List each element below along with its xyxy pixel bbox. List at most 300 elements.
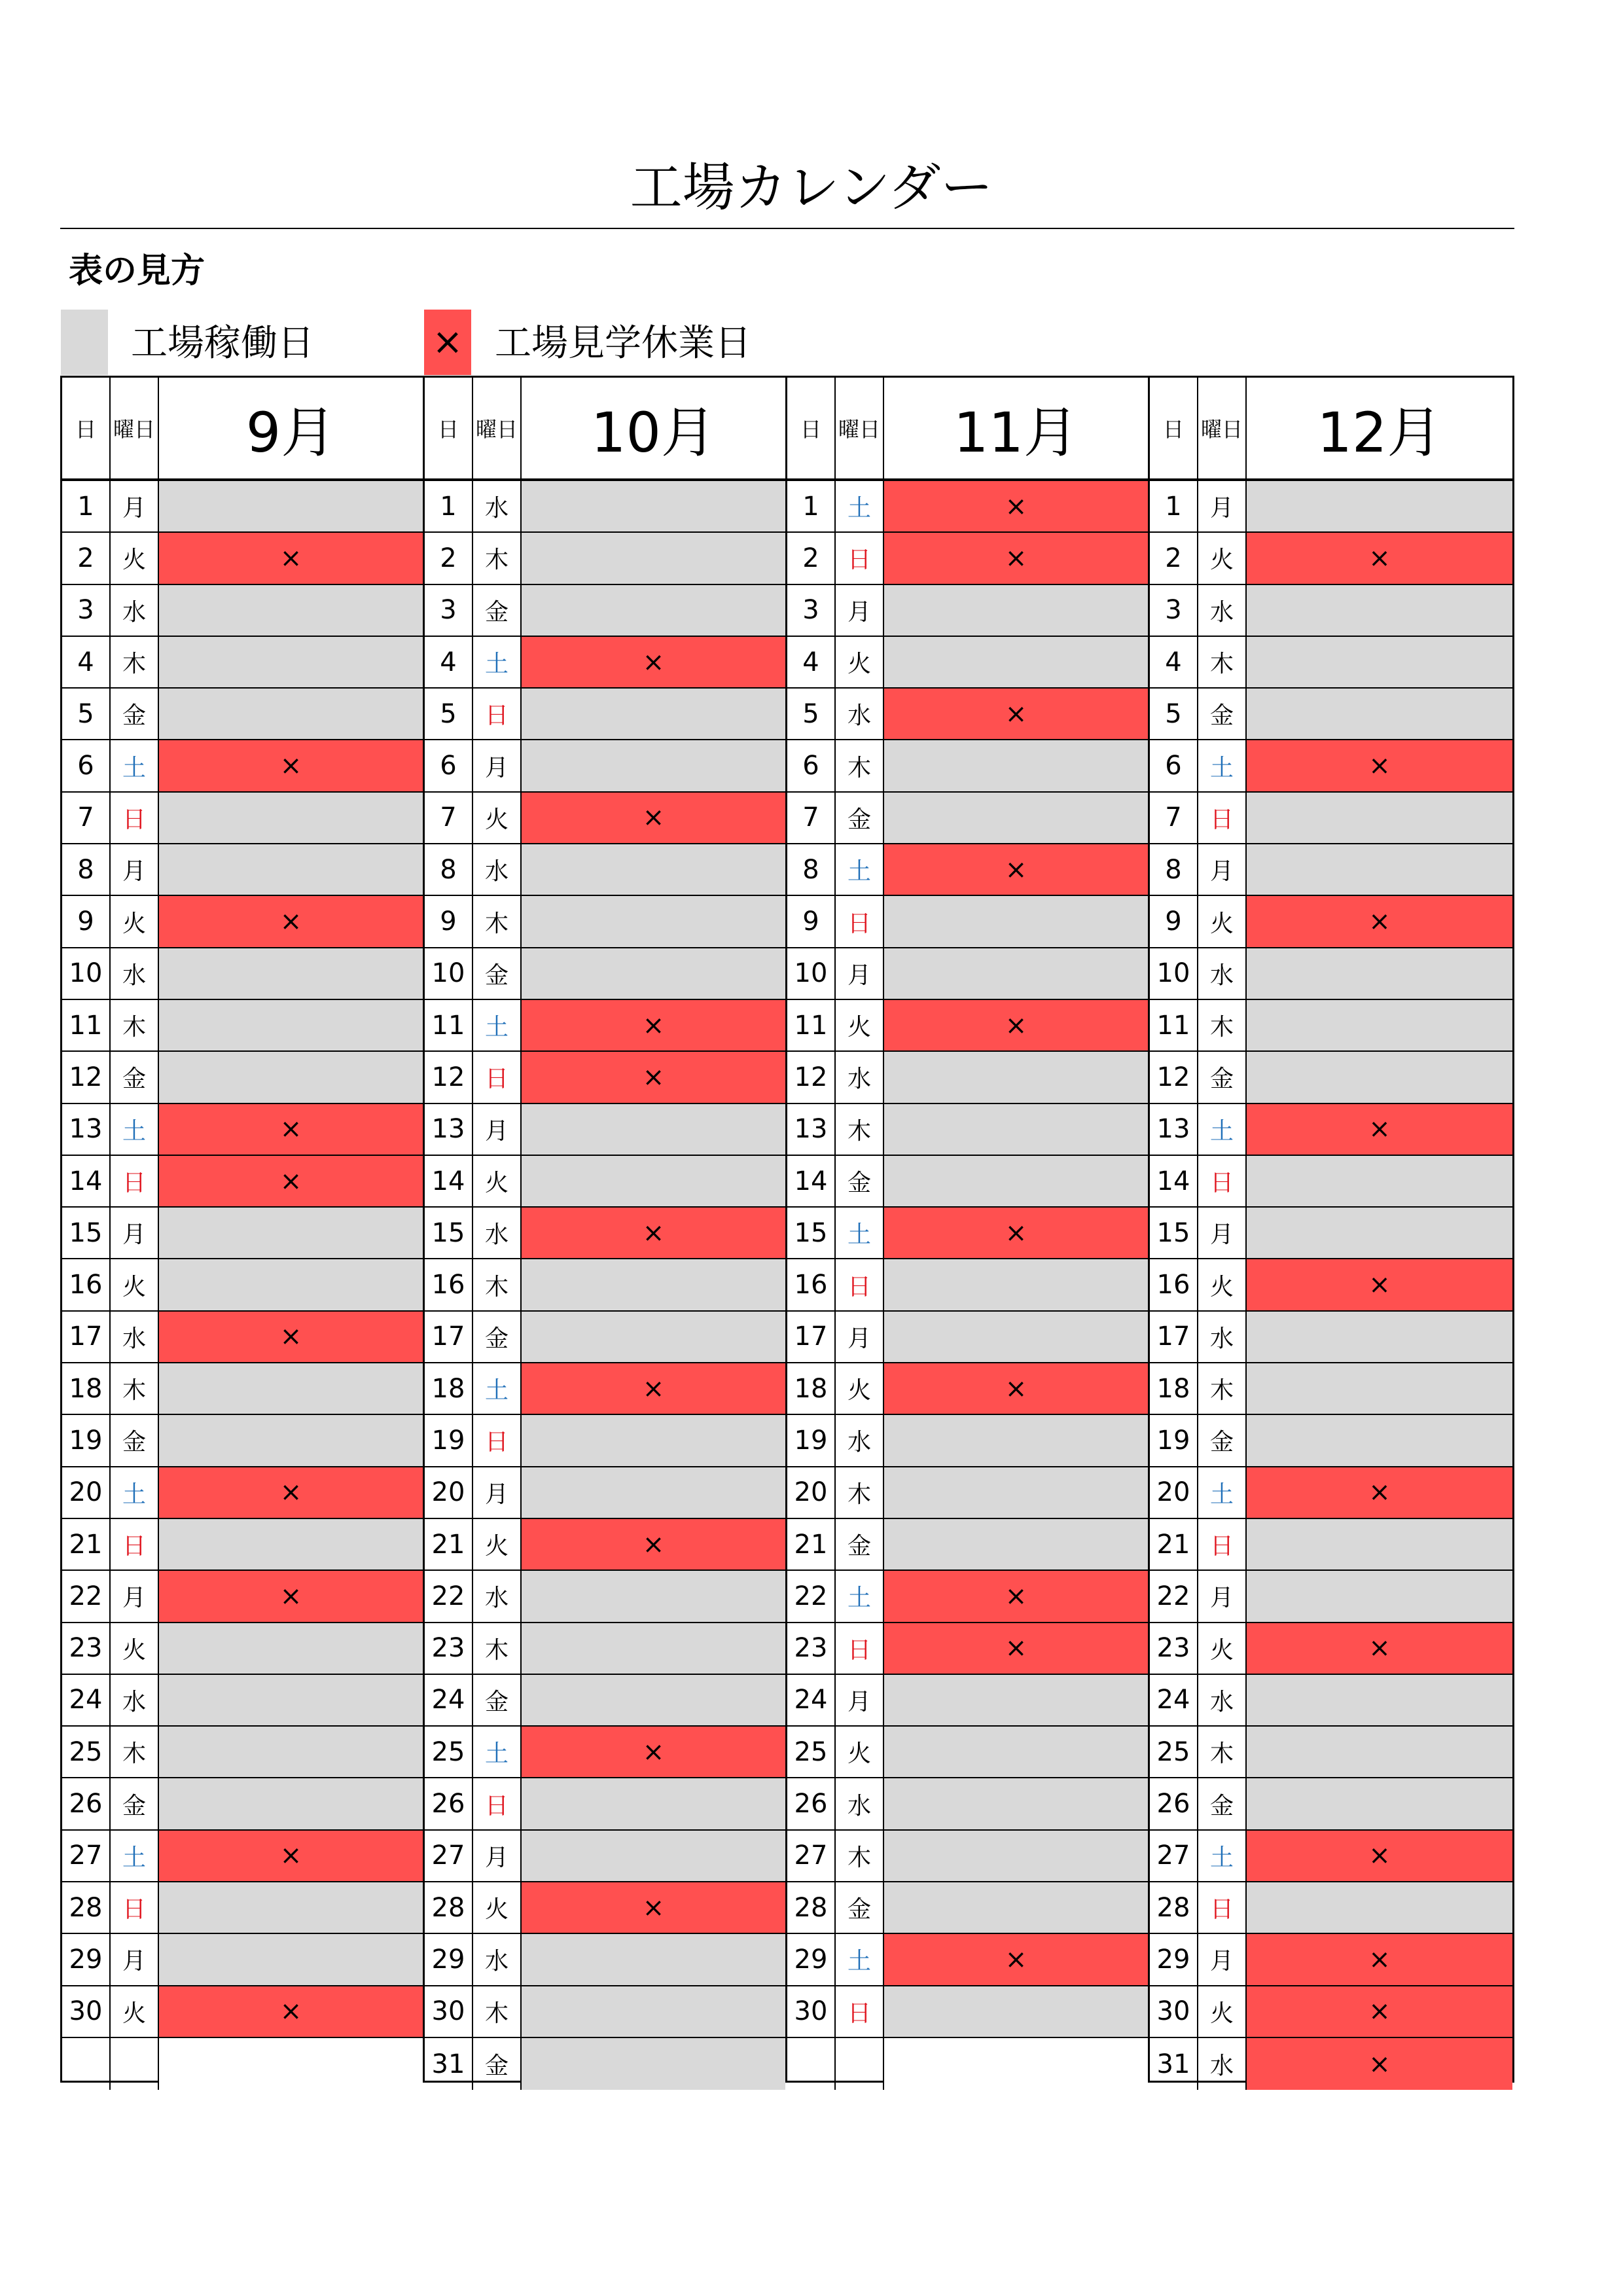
working-day-cell xyxy=(1247,1208,1512,1258)
day-row xyxy=(787,1519,1148,1571)
day-number xyxy=(787,2038,836,2090)
working-day-cell xyxy=(159,1727,423,1777)
weekday: 金 xyxy=(836,1519,884,1570)
day-number: 25 xyxy=(62,1727,111,1777)
day-number: 6 xyxy=(62,740,111,791)
closed-day-cell: × xyxy=(884,533,1148,583)
working-day-cell xyxy=(159,637,423,687)
weekday: 土 xyxy=(1198,740,1247,791)
day-row xyxy=(62,1519,423,1571)
day-number: 23 xyxy=(787,1623,836,1674)
working-day-cell xyxy=(1247,1571,1512,1621)
working-day-cell xyxy=(522,689,785,739)
day-row xyxy=(787,1882,1148,1934)
day-number: 27 xyxy=(62,1831,111,1881)
closed-day-cell: × xyxy=(159,1831,423,1881)
weekday: 金 xyxy=(473,948,522,999)
day-row xyxy=(787,1986,1148,2038)
day-row xyxy=(62,1571,423,1623)
day-row xyxy=(1150,1831,1512,1882)
weekday: 日 xyxy=(836,1259,884,1310)
day-number: 29 xyxy=(787,1934,836,1984)
weekday: 木 xyxy=(473,1259,522,1310)
month-label: 10月 xyxy=(591,400,716,465)
day-row xyxy=(1150,1519,1512,1571)
day-number: 20 xyxy=(425,1467,473,1518)
day-number: 9 xyxy=(787,896,836,946)
day-number: 14 xyxy=(787,1156,836,1206)
day-row xyxy=(787,1778,1148,1830)
weekday: 金 xyxy=(111,1415,159,1465)
day-row xyxy=(787,844,1148,896)
working-day-cell xyxy=(884,896,1148,946)
closed-day-cell: × xyxy=(1247,1467,1512,1518)
day-number: 16 xyxy=(787,1259,836,1310)
day-row xyxy=(1150,1000,1512,1052)
closed-day-cell: × xyxy=(884,1208,1148,1258)
day-row xyxy=(787,1467,1148,1519)
closed-day-cell: × xyxy=(522,1000,785,1050)
weekday: 水 xyxy=(836,689,884,739)
day-number: 21 xyxy=(787,1519,836,1570)
day-row xyxy=(62,1778,423,1830)
working-day-cell xyxy=(159,1623,423,1674)
weekday: 土 xyxy=(111,1831,159,1881)
working-day-cell xyxy=(522,2038,785,2090)
day-number: 21 xyxy=(1150,1519,1198,1570)
weekday: 金 xyxy=(473,2038,522,2090)
closed-day-cell: × xyxy=(1247,1831,1512,1881)
month-header-row xyxy=(62,378,423,481)
day-number: 12 xyxy=(1150,1052,1198,1102)
calendar-table xyxy=(60,376,1514,2083)
working-day-cell xyxy=(522,533,785,583)
day-row xyxy=(425,1882,785,1934)
weekday: 水 xyxy=(111,585,159,636)
day-number: 20 xyxy=(787,1467,836,1518)
day-number: 14 xyxy=(425,1156,473,1206)
working-day-cell xyxy=(1247,1415,1512,1465)
weekday: 土 xyxy=(473,637,522,687)
working-day-cell xyxy=(522,1571,785,1621)
working-day-cell xyxy=(1247,1052,1512,1102)
weekday: 火 xyxy=(111,1986,159,2037)
weekday: 火 xyxy=(1198,1259,1247,1310)
weekday: 木 xyxy=(473,1986,522,2037)
working-day-cell xyxy=(522,1312,785,1362)
month-column xyxy=(787,378,1150,2081)
working-day-cell xyxy=(884,1675,1148,1725)
day-row xyxy=(787,481,1148,533)
weekday: 月 xyxy=(473,1104,522,1155)
day-number: 28 xyxy=(1150,1882,1198,1933)
day-row xyxy=(425,1675,785,1727)
weekday: 水 xyxy=(1198,2038,1247,2090)
day-number: 1 xyxy=(1150,481,1198,531)
day-row xyxy=(787,1934,1148,1986)
day-row xyxy=(425,1104,785,1156)
working-day-cell xyxy=(522,896,785,946)
weekday: 日 xyxy=(473,689,522,739)
day-row xyxy=(1150,1104,1512,1156)
day-number: 5 xyxy=(787,689,836,739)
weekday: 水 xyxy=(473,1934,522,1984)
working-day-cell xyxy=(522,1778,785,1829)
day-number: 8 xyxy=(425,844,473,895)
closed-day-cell: × xyxy=(884,1934,1148,1984)
working-day-cell xyxy=(522,844,785,895)
working-day-cell xyxy=(522,1259,785,1310)
month-column xyxy=(62,378,425,2081)
weekday: 金 xyxy=(473,585,522,636)
weekday: 月 xyxy=(836,948,884,999)
day-row xyxy=(62,585,423,637)
day-number: 11 xyxy=(62,1000,111,1050)
day-row xyxy=(787,1208,1148,1259)
weekday: 木 xyxy=(836,1467,884,1518)
weekday: 火 xyxy=(1198,1623,1247,1674)
working-day-cell xyxy=(1247,1675,1512,1725)
day-number: 3 xyxy=(787,585,836,636)
working-day-cell xyxy=(1247,689,1512,739)
weekday: 日 xyxy=(1198,793,1247,843)
weekday: 金 xyxy=(111,1052,159,1102)
day-number: 29 xyxy=(1150,1934,1198,1984)
working-day-cell xyxy=(884,793,1148,843)
working-day-cell xyxy=(1247,1363,1512,1414)
working-day-cell xyxy=(884,1156,1148,1206)
day-row xyxy=(1150,637,1512,689)
weekday: 木 xyxy=(836,1831,884,1881)
weekday-column-header: 曜日 xyxy=(111,378,159,478)
weekday: 火 xyxy=(1198,896,1247,946)
day-row xyxy=(62,2038,423,2090)
closed-day-cell: × xyxy=(1247,533,1512,583)
day-number: 13 xyxy=(1150,1104,1198,1155)
day-row xyxy=(787,948,1148,1000)
month-label: 9月 xyxy=(245,400,336,465)
weekday: 月 xyxy=(473,740,522,791)
weekday: 水 xyxy=(1198,1312,1247,1362)
day-number: 20 xyxy=(62,1467,111,1518)
day-row xyxy=(425,1571,785,1623)
working-day-cell xyxy=(1247,1882,1512,1933)
day-number: 29 xyxy=(425,1934,473,1984)
day-row xyxy=(425,1208,785,1259)
day-number: 7 xyxy=(425,793,473,843)
day-number: 15 xyxy=(425,1208,473,1258)
day-number: 26 xyxy=(425,1778,473,1829)
day-number: 1 xyxy=(425,481,473,531)
day-number: 15 xyxy=(787,1208,836,1258)
weekday: 月 xyxy=(111,1208,159,1258)
day-row xyxy=(1150,1363,1512,1415)
day-number: 30 xyxy=(425,1986,473,2037)
closed-day-cell: × xyxy=(159,533,423,583)
day-number: 4 xyxy=(425,637,473,687)
page-title: 工場カレンダー xyxy=(630,157,993,218)
day-number: 5 xyxy=(1150,689,1198,739)
day-row xyxy=(62,1415,423,1467)
day-row xyxy=(1150,1934,1512,1986)
working-day-cell xyxy=(522,585,785,636)
weekday: 金 xyxy=(836,1882,884,1933)
day-row xyxy=(1150,533,1512,584)
day-column-header: 日 xyxy=(787,378,836,478)
weekday: 金 xyxy=(473,1675,522,1725)
weekday: 土 xyxy=(836,1934,884,1984)
weekday: 日 xyxy=(473,1778,522,1829)
day-number: 24 xyxy=(787,1675,836,1725)
working-day-cell xyxy=(884,1986,1148,2037)
weekday: 火 xyxy=(473,1882,522,1933)
day-number: 17 xyxy=(425,1312,473,1362)
working-day-cell xyxy=(159,948,423,999)
day-row xyxy=(1150,1571,1512,1623)
day-row xyxy=(62,793,423,844)
closed-day-cell: × xyxy=(522,1363,785,1414)
working-day-cell xyxy=(159,481,423,531)
working-day-cell xyxy=(159,844,423,895)
day-row xyxy=(62,1208,423,1259)
day-number: 28 xyxy=(62,1882,111,1933)
day-number: 9 xyxy=(1150,896,1198,946)
closed-day-cell: × xyxy=(1247,1259,1512,1310)
day-number: 22 xyxy=(425,1571,473,1621)
weekday: 土 xyxy=(836,844,884,895)
weekday: 水 xyxy=(836,1415,884,1465)
day-row xyxy=(425,896,785,948)
day-number: 10 xyxy=(425,948,473,999)
working-day-cell xyxy=(159,1519,423,1570)
day-row xyxy=(1150,740,1512,792)
weekday: 木 xyxy=(111,1363,159,1414)
day-row xyxy=(1150,1259,1512,1311)
day-row xyxy=(1150,1882,1512,1934)
weekday: 日 xyxy=(1198,1882,1247,1933)
day-number: 31 xyxy=(1150,2038,1198,2090)
closed-day-cell: × xyxy=(522,1519,785,1570)
weekday: 金 xyxy=(1198,1778,1247,1829)
day-row xyxy=(425,1778,785,1830)
day-number: 25 xyxy=(425,1727,473,1777)
day-number: 7 xyxy=(1150,793,1198,843)
weekday: 木 xyxy=(111,1727,159,1777)
closed-day-cell: × xyxy=(159,740,423,791)
day-number: 16 xyxy=(1150,1259,1198,1310)
day-number: 4 xyxy=(62,637,111,687)
day-number: 22 xyxy=(787,1571,836,1621)
day-row xyxy=(787,1363,1148,1415)
weekday: 水 xyxy=(473,1208,522,1258)
working-day-cell xyxy=(884,585,1148,636)
day-number: 8 xyxy=(62,844,111,895)
closed-day-cell: × xyxy=(159,1571,423,1621)
closed-day-cell: × xyxy=(159,1156,423,1206)
day-number: 22 xyxy=(1150,1571,1198,1621)
day-number: 23 xyxy=(62,1623,111,1674)
weekday: 木 xyxy=(111,1000,159,1050)
legend-closed-day-swatch: × xyxy=(424,310,471,375)
day-number: 23 xyxy=(1150,1623,1198,1674)
working-day-cell xyxy=(1247,585,1512,636)
day-number: 14 xyxy=(1150,1156,1198,1206)
working-day-cell xyxy=(159,585,423,636)
weekday: 水 xyxy=(836,1778,884,1829)
weekday: 木 xyxy=(1198,1363,1247,1414)
day-number: 18 xyxy=(62,1363,111,1414)
working-day-cell xyxy=(159,1208,423,1258)
working-day-cell xyxy=(1247,637,1512,687)
weekday-column-header: 曜日 xyxy=(473,378,522,478)
weekday: 火 xyxy=(836,1727,884,1777)
day-number: 7 xyxy=(62,793,111,843)
day-row xyxy=(62,1052,423,1103)
working-day-cell xyxy=(884,1778,1148,1829)
day-row xyxy=(425,1363,785,1415)
day-column-header: 日 xyxy=(1150,378,1198,478)
day-row xyxy=(787,1052,1148,1103)
day-row xyxy=(425,637,785,689)
day-number: 2 xyxy=(62,533,111,583)
day-row xyxy=(425,1000,785,1052)
day-number: 15 xyxy=(1150,1208,1198,1258)
day-number: 28 xyxy=(787,1882,836,1933)
weekday: 月 xyxy=(1198,1571,1247,1621)
weekday: 土 xyxy=(111,740,159,791)
day-row xyxy=(62,1312,423,1363)
day-row xyxy=(62,637,423,689)
day-number: 21 xyxy=(425,1519,473,1570)
working-day-cell xyxy=(884,948,1148,999)
day-row xyxy=(425,1052,785,1103)
legend-working-day-swatch xyxy=(61,310,108,375)
day-number: 29 xyxy=(62,1934,111,1984)
weekday: 日 xyxy=(111,1519,159,1570)
weekday xyxy=(836,2038,884,2090)
day-row xyxy=(1150,1623,1512,1675)
weekday: 水 xyxy=(1198,948,1247,999)
weekday: 金 xyxy=(111,689,159,739)
day-row xyxy=(62,1104,423,1156)
day-number: 12 xyxy=(787,1052,836,1102)
working-day-cell xyxy=(522,1104,785,1155)
working-day-cell xyxy=(159,1882,423,1933)
closed-day-cell: × xyxy=(522,1882,785,1933)
day-number xyxy=(62,2038,111,2090)
weekday: 水 xyxy=(473,844,522,895)
day-row xyxy=(1150,1415,1512,1467)
day-number: 17 xyxy=(62,1312,111,1362)
closed-day-cell: × xyxy=(884,1000,1148,1050)
working-day-cell xyxy=(884,1882,1148,1933)
day-row xyxy=(425,1312,785,1363)
weekday: 水 xyxy=(1198,1675,1247,1725)
month-header-row xyxy=(1150,378,1512,481)
working-day-cell xyxy=(1247,844,1512,895)
day-number: 15 xyxy=(62,1208,111,1258)
working-day-cell xyxy=(522,1415,785,1465)
day-row xyxy=(62,948,423,1000)
month-label: 11月 xyxy=(954,400,1079,465)
day-row xyxy=(787,1727,1148,1778)
closed-day-cell: × xyxy=(884,689,1148,739)
weekday: 木 xyxy=(473,1623,522,1674)
weekday: 木 xyxy=(473,896,522,946)
day-number: 8 xyxy=(1150,844,1198,895)
day-row xyxy=(62,481,423,533)
day-row xyxy=(787,689,1148,740)
weekday: 木 xyxy=(1198,1727,1247,1777)
weekday: 月 xyxy=(836,1675,884,1725)
day-number: 6 xyxy=(787,740,836,791)
day-row xyxy=(787,740,1148,792)
day-row xyxy=(787,1623,1148,1675)
weekday: 火 xyxy=(1198,1986,1247,2037)
working-day-cell xyxy=(159,1000,423,1050)
weekday: 月 xyxy=(1198,844,1247,895)
working-day-cell xyxy=(159,793,423,843)
day-number: 9 xyxy=(425,896,473,946)
weekday: 土 xyxy=(1198,1467,1247,1518)
weekday: 日 xyxy=(111,1882,159,1933)
weekday: 水 xyxy=(1198,585,1247,636)
day-row xyxy=(787,533,1148,584)
weekday: 月 xyxy=(1198,481,1247,531)
day-row xyxy=(62,1882,423,1934)
day-number: 16 xyxy=(62,1259,111,1310)
day-number: 25 xyxy=(1150,1727,1198,1777)
day-number: 3 xyxy=(62,585,111,636)
day-number: 13 xyxy=(425,1104,473,1155)
day-row xyxy=(425,585,785,637)
day-row xyxy=(425,1467,785,1519)
day-row xyxy=(1150,1986,1512,2038)
working-day-cell xyxy=(522,1934,785,1984)
weekday: 木 xyxy=(836,1104,884,1155)
day-number: 24 xyxy=(425,1675,473,1725)
weekday: 水 xyxy=(111,1312,159,1362)
closed-day-cell: × xyxy=(159,896,423,946)
weekday: 木 xyxy=(1198,637,1247,687)
weekday: 火 xyxy=(473,793,522,843)
day-number: 21 xyxy=(62,1519,111,1570)
working-day-cell xyxy=(522,1986,785,2037)
day-row xyxy=(62,1986,423,2038)
day-number: 11 xyxy=(787,1000,836,1050)
working-day-cell xyxy=(1247,1778,1512,1829)
weekday: 日 xyxy=(473,1052,522,1102)
day-number: 2 xyxy=(425,533,473,583)
day-row xyxy=(425,740,785,792)
day-number: 17 xyxy=(1150,1312,1198,1362)
weekday: 日 xyxy=(1198,1519,1247,1570)
day-row xyxy=(1150,585,1512,637)
day-number: 18 xyxy=(1150,1363,1198,1414)
day-row xyxy=(425,1623,785,1675)
legend-heading: 表の見方 xyxy=(69,251,205,291)
weekday: 月 xyxy=(1198,1934,1247,1984)
day-row xyxy=(1150,793,1512,844)
closed-day-cell: × xyxy=(159,1467,423,1518)
working-day-cell xyxy=(522,1675,785,1725)
closed-day-cell: × xyxy=(159,1986,423,2037)
day-row xyxy=(1150,896,1512,948)
closed-day-cell: × xyxy=(522,637,785,687)
weekday: 水 xyxy=(473,1571,522,1621)
day-number: 9 xyxy=(62,896,111,946)
weekday: 金 xyxy=(1198,689,1247,739)
